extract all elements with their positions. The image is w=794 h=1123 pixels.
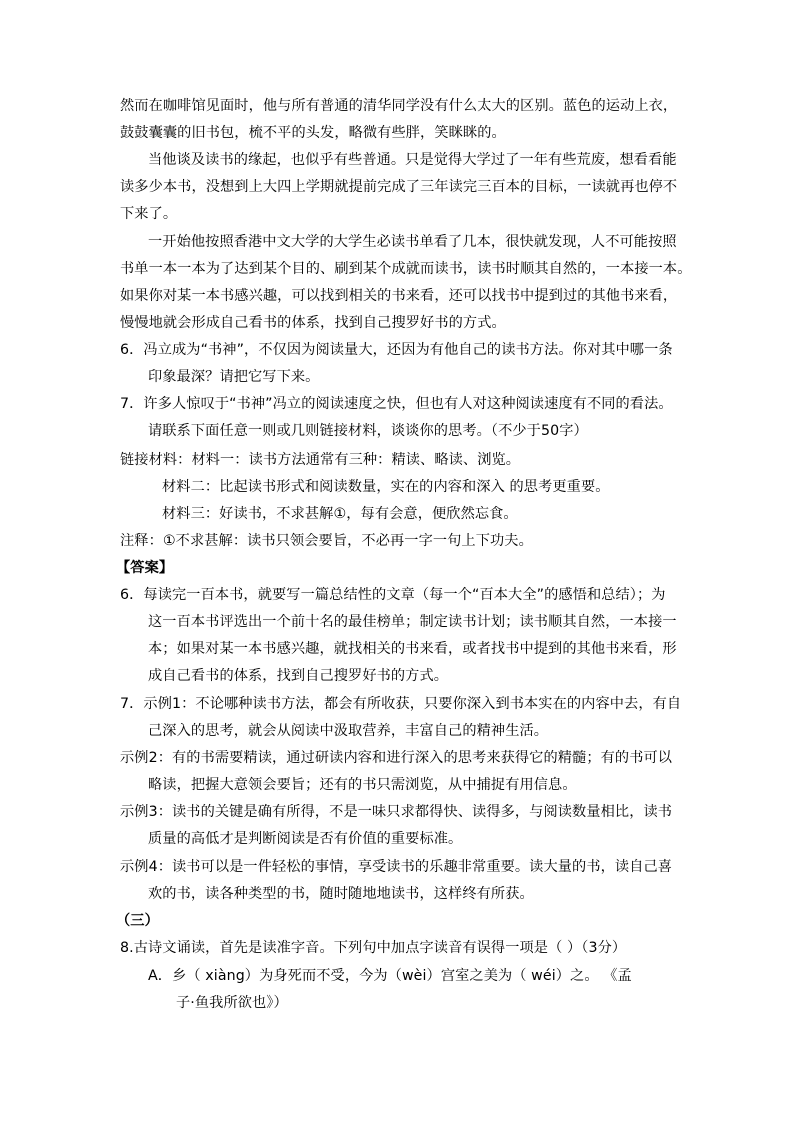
text-line: 己深入的思考，就会从阅读中汲取营养，丰富自己的精神生活。 xyxy=(148,723,549,739)
question-6: 6．冯立成为“书神”，不仅因为阅读量大，还因为有他自己的读书方法。你对其中哪一条 xyxy=(120,342,673,358)
text-line: 下来了。 xyxy=(120,206,178,222)
answer-heading: 【答案】 xyxy=(116,560,174,576)
answer-7: 7．示例1：不论哪种读书方法，都会有所收获，只要你深入到书本实在的内容中去，有自 xyxy=(120,696,682,712)
text-line: 印象最深？请把它写下来。 xyxy=(148,369,320,385)
note: 注释：①不求甚解：读书只领会要旨，不必再一字一句上下功夫。 xyxy=(120,533,533,549)
text-line: 略读，把握大意领会要旨；还有的书只需浏览，从中捕捉有用信息。 xyxy=(148,777,577,793)
question-7: 7．许多人惊叹于“书神”冯立的阅读速度之快，但也有人对这种阅读速度有不同的看法。 xyxy=(120,396,673,412)
example-3: 示例3：读书的关键是确有所得，不是一味只求都得快、读得多，与阅读数量相比，读书 xyxy=(120,804,673,820)
text-line: 子·鱼我所欲也》） xyxy=(176,995,288,1011)
text-line: 当他谈及读书的缘起，也似乎有些普通。只是觉得大学过了一年有些荒废，想看看能 xyxy=(148,152,677,168)
text-line: 本；如果对某一本书感兴趣，就找相关的书来看，或者找书中提到的其他书来看，形 xyxy=(148,641,677,657)
text-line: 这一百本书评选出一个前十名的最佳榜单；制定读书计划；读书顺其自然，一本接一 xyxy=(148,614,677,630)
text-line: 质量的高低才是判断阅读是否有价值的重要标准。 xyxy=(148,831,463,847)
text-line: 欢的书，读各种类型的书，随时随地地读书，这样终有所获。 xyxy=(148,886,534,902)
text-line: 如果你对某一本书感兴趣，可以找到相关的书来看，还可以找书中提到过的其他书来看， xyxy=(120,288,678,304)
section-heading: （三） xyxy=(116,913,159,929)
material-2: 材料二：比起读书形式和阅读数量，实在的内容和深入 的思考更重要。 xyxy=(162,479,610,495)
text-line: 成自己看书的体系，找到自己搜罗好书的方式。 xyxy=(148,668,449,684)
link-materials: 链接材料：材料一：读书方法通常有三种：精读、略读、浏览。 xyxy=(120,452,521,468)
answer-6: 6．每读完一百本书，就要写一篇总结性的文章（每一个“百本大全”的感悟和总结）；为 xyxy=(120,587,666,603)
text-line: 然而在咖啡馆见面时，他与所有普通的清华同学没有什么太大的区别。蓝色的运动上衣， xyxy=(120,98,678,114)
text-line: 慢慢地就会形成自己看书的体系，找到自己搜罗好书的方式。 xyxy=(120,315,506,331)
material-3: 材料三：好读书，不求甚解①，每有会意，便欣然忘食。 xyxy=(162,506,518,522)
text-line: 书单一本一本为了达到某个目的、刷到某个成就而读书，读书时顺其自然的，一本接一本。 xyxy=(120,261,692,277)
question-8: 8.古诗文诵读，首先是读准字音。下列句中加点字读音有误得一项是（ ）（3分） xyxy=(120,940,627,956)
example-2: 示例2：有的书需要精读，通过研读内容和进行深入的思考来获得它的精髓；有的书可以 xyxy=(120,750,673,766)
text-line: 一开始他按照香港中文大学的大学生必读书单看了几本，很快就发现，人不可能按照 xyxy=(148,234,677,250)
example-4: 示例4：读书可以是一件轻松的事情，享受读书的乐趣非常重要。读大量的书，读自己喜 xyxy=(120,859,673,875)
text-line: 请联系下面任意一则或几则链接材料，谈谈你的思考。（不少于50字） xyxy=(148,423,588,439)
option-a: A．乡（ xiàng）为身死而不受，今为（wèi）宫室之美为（ wéi）之。 《孟 xyxy=(148,968,632,984)
text-line: 读多少本书，没想到上大四上学期就提前完成了三年读完三百本的目标，一读就再也停不 xyxy=(120,179,678,195)
text-line: 鼓鼓囊囊的旧书包，梳不平的头发，略微有些胖，笑眯眯的。 xyxy=(120,125,506,141)
